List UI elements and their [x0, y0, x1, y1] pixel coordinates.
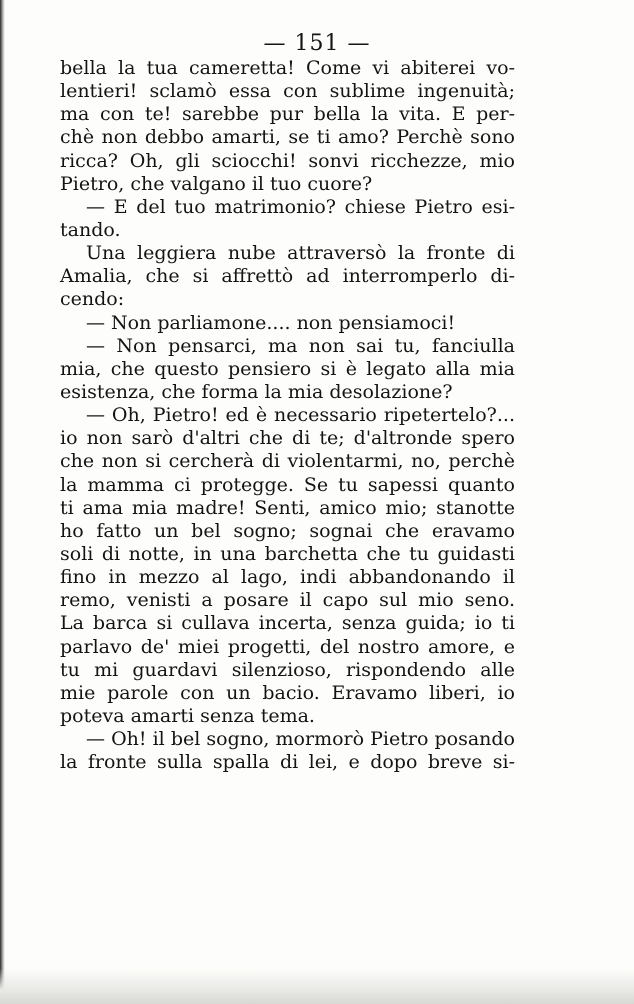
text-line: esistenza, che forma la mia desolazione?: [60, 380, 453, 403]
page-bottom-edge: [0, 968, 634, 1004]
text-line: tando.: [60, 218, 121, 241]
text-line: — E del tuo matrimonio? chiese Pietro esi-: [86, 195, 515, 218]
text-line: che non si cercherà di violentarmi, no, perchè: [60, 450, 515, 473]
text-line: tu mi guardavi silenzioso, rispondendo alle: [60, 658, 515, 681]
text-line: chè non debbo amarti, se ti amo? Perchè sono: [60, 126, 515, 149]
text-line: — Oh! il bel sogno, mormorò Pietro posando: [86, 728, 515, 751]
text-line: mia, che questo pensiero si è legato alla mia: [60, 357, 515, 380]
text-line: Amalia, che si affrettò ad interromperlo di-: [60, 265, 515, 288]
text-line: la mamma ci protegge. Se tu sapessi quanto: [60, 473, 515, 496]
text-line: soli di notte, in una barchetta che tu guidasti: [60, 542, 515, 565]
text-line: lentieri! sclamò essa con sublime ingenuità;: [60, 80, 515, 103]
page-binding-edge: [0, 0, 5, 1004]
text-line: Una leggiera nube attraversò la fronte di: [86, 242, 515, 265]
text-line: ricca? Oh, gli sciocchi! sonvi ricchezze, mio: [60, 149, 515, 172]
text-line: ma con te! sarebbe pur bella la vita. E per-: [60, 103, 515, 126]
text-line: mie parole con un bacio. Eravamo liberi, io: [60, 681, 515, 704]
page-number: — 151 —: [263, 31, 371, 56]
text-line: ho fatto un bel sogno; sognai che eravamo: [60, 519, 515, 542]
text-line: io non sarò d'altri che di te; d'altronde spero: [60, 427, 515, 450]
text-line: La barca si cullava incerta, senza guida; io ti: [60, 612, 515, 635]
text-line: Pietro, che valgano il tuo cuore?: [60, 172, 373, 195]
text-line: bella la tua cameretta! Come vi abiterei vo-: [60, 57, 515, 79]
text-line: remo, venisti a posare il capo sul mio seno.: [60, 589, 515, 612]
text-line: parlavo de' miei progetti, del nostro amore, e: [60, 635, 515, 658]
text-line: fino in mezzo al lago, indi abbandonando il: [60, 566, 515, 589]
text-line: ti ama mia madre! Senti, amico mio; stanotte: [60, 496, 515, 519]
page-text: [60, 57, 515, 774]
text-line: — Non pensarci, ma non sai tu, fanciulla: [86, 334, 515, 357]
text-line: — Non parliamone.... non pensiamoci!: [86, 311, 456, 334]
text-line: cendo:: [60, 288, 125, 311]
text-line: poteva amarti senza tema.: [60, 704, 315, 727]
text-line: — Oh, Pietro! ed è necessario ripetertelo?...: [86, 404, 515, 427]
text-line: la fronte sulla spalla di lei, e dopo breve si-: [60, 751, 515, 774]
